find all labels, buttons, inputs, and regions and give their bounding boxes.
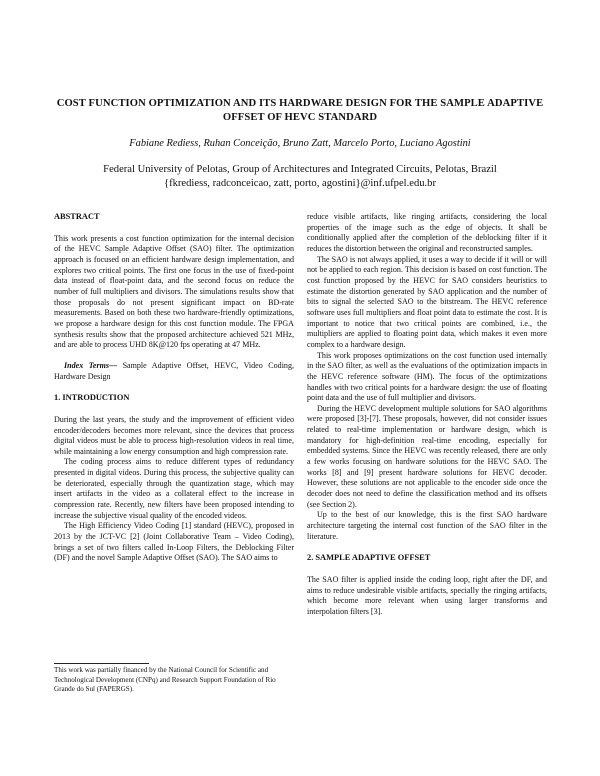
affiliation-block: [40, 163, 560, 191]
intro-paragraph-1: During the last years, the study and the improvement of efficient video encoder/decoders becomes more relevant, since the devices that process digital videos must be able to process high-resolution videos in real time, while maintaining a low energy consumption and high compression rate.: [54, 414, 294, 456]
right-column: [307, 212, 547, 618]
introduction-heading: 1. INTRODUCTION: [54, 393, 130, 403]
right-paragraph-1: reduce visible artifacts, like ringing artifacts, considering the local properties of the image such as the edge of objects. It shall be conditionally applied after the completion of the deblocking filter if it reduces the distortion between the original and reconstructed samples.: [307, 212, 547, 253]
right-paragraph-2: The SAO is not always applied, it uses a way to decide if it will or will not be applied to each region. This decision is based on cost function. The cost function proposed by the HEVC for SAO considers heuristics to estimate the distortion generated by SAO application and the number of bits to signal the selected SAO to the bitstream. The HEVC reference software uses full multipliers and float point data to estimate the cost. It is important to notice that two critical points are combined, i.e., the multipliers are applied to floating point data, which makes it even more complex to a hardware design.: [307, 254, 547, 349]
author-list: Fabiane Rediess, Ruhan Conceição, Bruno Zatt, Marcelo Porto, Luciano Agostini: [129, 138, 471, 149]
section-2-heading: 2. SAMPLE ADAPTIVE OFFSET: [307, 553, 431, 563]
paper-title: COST FUNCTION OPTIMIZATION AND ITS HARDWARE DESIGN FOR THE SAMPLE ADAPTIVE OFFSET OF HEVC STANDARD: [56, 98, 544, 123]
index-terms-label: Index Terms—: [64, 360, 118, 370]
right-paragraph-6: The SAO filter is applied inside the coding loop, right after the DF, and aims to reduce undesirable visible artifacts, specially the ringing artifacts, which become more relevant when using larger transforms and interpolation filters [3].: [307, 575, 547, 616]
abstract-text: This work presents a cost function optimization for the internal decision of the HEVC Sample Adaptive Offset (SAO) filter. The optimization approach is focused on an efficient hardware design implementation, and explores two critical points. The first one focus in the use of fixed-point data instead of float-point data, and the second focus on reduce the number of full multipliers and divisors. The simulations results show that those proposals do not present significant impact on BD-rate measurements. Based on both these two hardware-friendly optimizations, we propose a hardware design for this cost function module. The FPGA synthesis results show that the proposed architecture achieved 521 MHz, and are able to process UHD 8K@120 fps operating at 47 MHz.: [54, 233, 294, 350]
right-paragraph-5: Up to the best of our knowledge, this is the first SAO hardware architecture targeting the internal cost function of the SAO filter in the literature.: [307, 510, 547, 541]
email-line: {fkrediess, radconceicao, zatt, porto, agostini}@inf.ufpel.edu.br: [163, 178, 437, 189]
abstract-heading: ABSTRACT: [54, 212, 100, 221]
right-paragraph-4: During the HEVC development multiple solutions for SAO algorithms were proposed [3]-[7]. These proposals, however, did not consider issues related to real-time implementation or hardware design, which is mandatory for high-definition real-time encoding, especially for embedded systems. Since the HEVC was recently released, there are only a few works focusing on hardware solutions for the HEVC SAO. The works [8] and [9] present hardware solutions for HEVC decoder. However, these solutions are not applicable to the encoder side once the decoder does not need to define the classification method and its offsets (see Section 2).: [307, 403, 547, 509]
intro-paragraph-2: The coding process aims to reduce different types of redundancy presented in digital videos. During this process, the subjective quality can be deteriorated, especially through the quantization stage, which may insert artifacts in the video as a collateral effect to the increase in compression rate. Recently, new filters have been proposed intending to increase the subjective visual quality of the encoded videos.: [54, 457, 294, 520]
affiliation-line: Federal University of Pelotas, Group of Architectures and Integrated Circuits, Pelotas, Brazil: [103, 164, 497, 175]
index-terms: [54, 361, 294, 382]
footnote-rule: [54, 663, 149, 664]
left-column: [54, 212, 294, 564]
right-paragraph-3: This work proposes optimizations on the cost function used internally in the SAO filter, as well as the evaluations of the optimization impacts in the HEVC reference software (HM). The focus of the optimizations handles with two critical points for a hardware design: the use of floating point data and the use of full multiplier and divisors.: [307, 350, 547, 403]
index-terms-text: Sample Adaptive Offset, HEVC, Video Coding, Hardware Design: [54, 360, 294, 381]
footnote: [54, 663, 294, 695]
intro-paragraph-3: The High Efficiency Video Coding [1] standard (HEVC), proposed in 2013 by the JCT-VC [2] (Joint Collaborative Team – Video Coding), brings a set of two filters called In-Loop Filters, the Deblocking Filter (DF) and the novel Sample Adaptive Offset (SAO). The SAO aims to: [54, 521, 294, 563]
footnote-text: This work was partially financed by the National Council for Scientific and Technological Development (CNPq) and Research Support Foundation of Rio Grande do Sul (FAPERGS).: [54, 666, 276, 694]
